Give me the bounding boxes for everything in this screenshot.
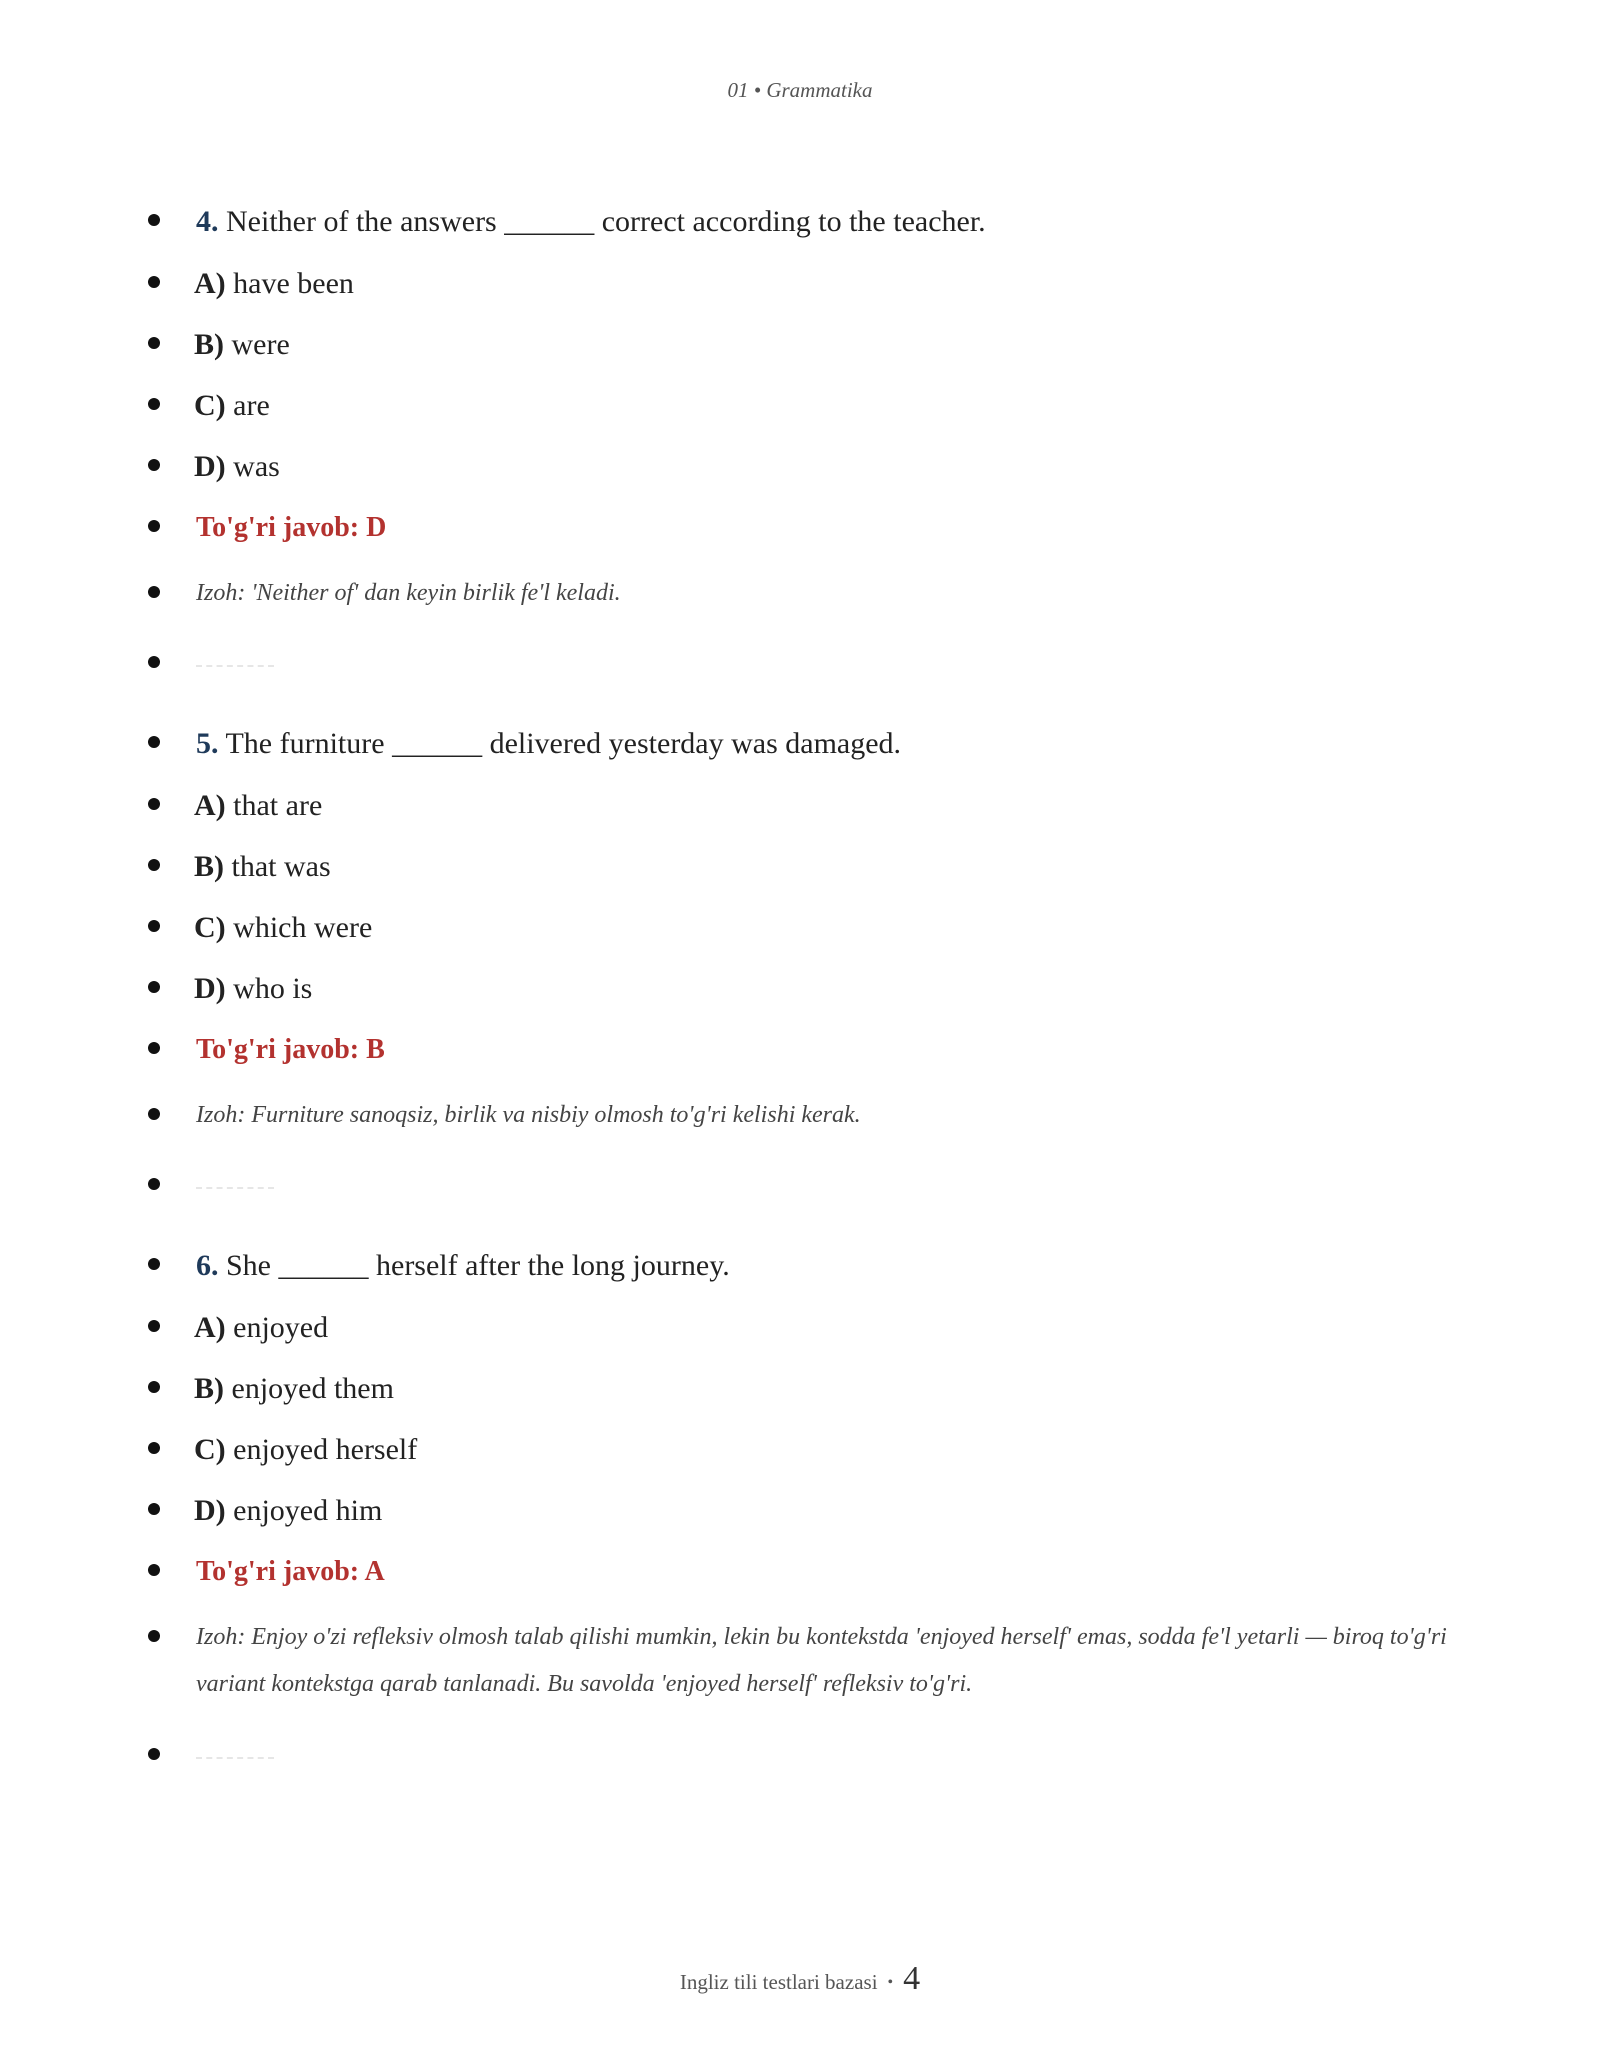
footer-title: Ingliz tili testlari bazasi: [679, 1970, 878, 1994]
option-letter: B): [194, 1372, 224, 1405]
separator: [140, 642, 1460, 722]
option-text: enjoyed herself: [233, 1433, 418, 1466]
question-number: 4.: [196, 205, 219, 238]
option-text: which were: [233, 911, 373, 944]
option-d: [140, 967, 1460, 1028]
option-letter: B): [194, 328, 224, 361]
option-text: have been: [233, 267, 354, 300]
option-text: enjoyed them: [231, 1372, 394, 1405]
question-5: [140, 722, 1460, 784]
option-text: enjoyed him: [233, 1494, 383, 1527]
option-a: [140, 1306, 1460, 1367]
option-text: who is: [233, 972, 313, 1005]
explanation: Izoh: Furniture sanoqsiz, birlik va nisbiy olmosh to'g'ri kelishi kerak.: [140, 1092, 1460, 1164]
option-text: enjoyed: [233, 1311, 329, 1344]
option-text: was: [233, 450, 280, 483]
option-c: [140, 384, 1460, 445]
option-letter: A): [194, 267, 226, 300]
option-letter: A): [194, 1311, 226, 1344]
question-text: She ______ herself after the long journey.: [226, 1249, 730, 1282]
option-letter: D): [194, 450, 226, 483]
option-a: [140, 784, 1460, 845]
separator-line: [196, 1757, 274, 1759]
question-list: [140, 200, 1460, 1814]
option-letter: D): [194, 1494, 226, 1527]
separator-line: [196, 1187, 274, 1189]
option-letter: D): [194, 972, 226, 1005]
option-letter: C): [194, 389, 226, 422]
page-header: 01 • Grammatika: [727, 78, 873, 102]
correct-answer: To'g'ri javob: A: [140, 1550, 1460, 1614]
question-number: 6.: [196, 1249, 219, 1282]
footer-dot-icon: •: [887, 1974, 894, 1991]
question-text: The furniture ______ delivered yesterday was damaged.: [225, 727, 902, 760]
option-b: [140, 1367, 1460, 1428]
option-b: [140, 845, 1460, 906]
option-letter: A): [194, 789, 226, 822]
separator: [140, 1164, 1460, 1244]
correct-answer: To'g'ri javob: B: [140, 1028, 1460, 1092]
question-text: Neither of the answers ______ correct according to the teacher.: [226, 205, 986, 238]
question-4: [140, 200, 1460, 262]
separator-line: [196, 665, 274, 667]
question-6: [140, 1244, 1460, 1306]
page-footer: [0, 1960, 1600, 1998]
option-d: [140, 1489, 1460, 1550]
option-c: [140, 1428, 1460, 1489]
page-number: 4: [903, 1960, 921, 1997]
option-text: were: [231, 328, 290, 361]
explanation: Izoh: Enjoy o'zi refleksiv olmosh talab qilishi mumkin, lekin bu kontekstda 'enjoyed herself' emas, sodda fe'l yetarli — biroq to'g'ri variant kontekstga qarab tanlanadi. Bu savolda 'enjoyed herself' refleksiv to'g'ri.: [140, 1614, 1460, 1734]
correct-answer: To'g'ri javob: D: [140, 506, 1460, 570]
option-text: that was: [231, 850, 331, 883]
separator: [140, 1734, 1460, 1814]
explanation: Izoh: 'Neither of' dan keyin birlik fe'l keladi.: [140, 570, 1460, 642]
option-a: [140, 262, 1460, 323]
option-text: are: [233, 389, 270, 422]
question-number: 5.: [196, 727, 219, 760]
option-c: [140, 906, 1460, 967]
option-letter: C): [194, 911, 226, 944]
option-d: [140, 445, 1460, 506]
option-text: that are: [233, 789, 323, 822]
option-b: [140, 323, 1460, 384]
option-letter: B): [194, 850, 224, 883]
option-letter: C): [194, 1433, 226, 1466]
